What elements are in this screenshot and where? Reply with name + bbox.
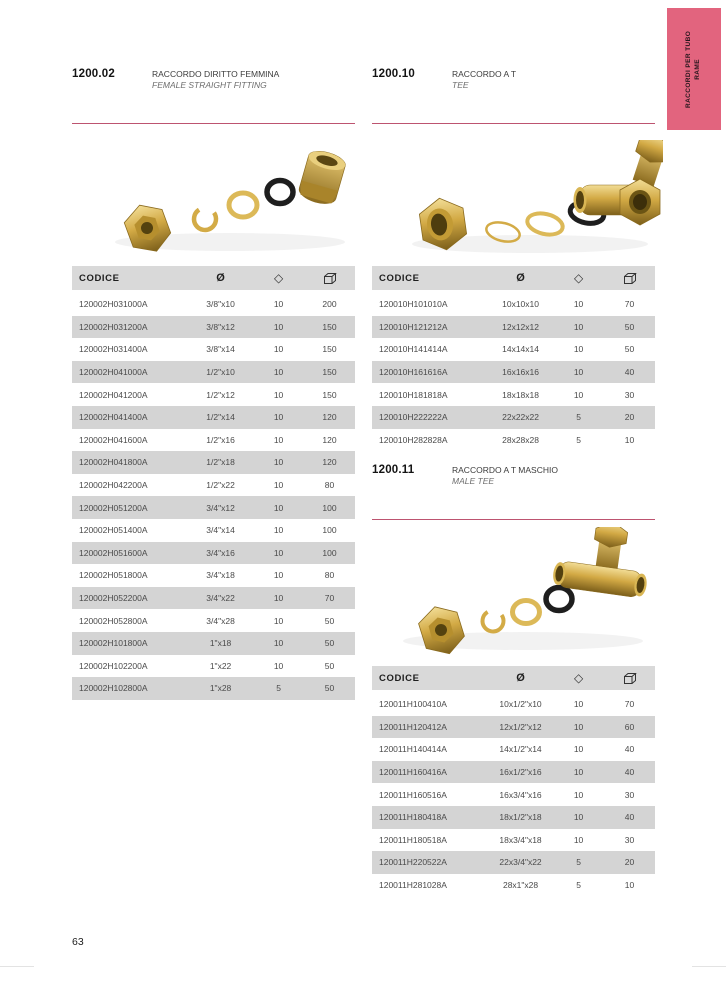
table-row (72, 429, 355, 452)
cell-box: 50 (324, 660, 335, 671)
table-row (372, 874, 655, 897)
page-edge-right (692, 966, 726, 967)
cell-codice: 120011H120412A (379, 721, 447, 732)
table-1200-10 (372, 266, 655, 451)
table-header-row (372, 666, 655, 693)
table-body (372, 293, 655, 451)
section-rule (372, 123, 655, 124)
cell-box: 20 (624, 412, 635, 423)
cell-size: 3/8"x10 (206, 299, 235, 310)
cell-multiple: 10 (273, 615, 284, 626)
cell-multiple: 10 (573, 299, 584, 310)
cell-codice: 120002H041800A (79, 457, 148, 468)
cell-size: 14x14x14 (502, 344, 539, 355)
cell-box: 50 (324, 615, 335, 626)
o-ring (546, 588, 572, 611)
table-row (372, 829, 655, 852)
table-row (372, 738, 655, 761)
side-tab-raccordi-per-tubo-rame (667, 8, 721, 130)
cell-size: 3/4"x22 (206, 593, 235, 604)
column-header-codice: CODICE (379, 272, 420, 284)
cell-multiple: 10 (273, 412, 284, 423)
cell-box: 30 (624, 389, 635, 400)
section-title-it: RACCORDO A T MASCHIO (452, 465, 558, 475)
cell-codice: 120002H051400A (79, 525, 148, 536)
cell-multiple: 10 (573, 699, 584, 710)
column-header-diameter: Ø (516, 272, 525, 284)
cell-codice: 120002H102200A (79, 660, 148, 671)
cell-size: 1/2"x16 (206, 434, 235, 445)
cell-box: 40 (624, 367, 635, 378)
cell-size: 10x1/2"x10 (499, 699, 542, 710)
cell-box: 150 (322, 389, 337, 400)
section-code: 1200.10 (372, 68, 415, 80)
cell-box: 50 (324, 683, 335, 694)
box-cube-icon (304, 272, 355, 285)
cell-codice: 120002H101800A (79, 638, 148, 649)
cell-codice: 120010H282828A (379, 434, 448, 445)
cell-box: 10 (624, 434, 635, 445)
cell-size: 28x28x28 (502, 434, 539, 445)
cell-multiple: 10 (273, 547, 284, 558)
split-ring (478, 606, 507, 635)
cell-size: 16x3/4"x16 (499, 789, 542, 800)
cell-box: 40 (624, 767, 635, 778)
cell-multiple: 10 (273, 525, 284, 536)
cell-multiple: 10 (573, 344, 584, 355)
pack-diamond-icon: ◇ (573, 671, 584, 685)
cell-box: 70 (624, 699, 635, 710)
cell-multiple: 10 (573, 834, 584, 845)
table-row (72, 542, 355, 565)
tee-body (552, 527, 655, 599)
table-row (372, 761, 655, 784)
table-row (72, 519, 355, 542)
cell-codice: 120002H031400A (79, 344, 148, 355)
cell-box: 150 (322, 367, 337, 378)
cell-box: 80 (324, 480, 335, 491)
cell-size: 3/4"x14 (206, 525, 235, 536)
cell-box: 150 (322, 344, 337, 355)
cell-size: 1"x22 (209, 660, 232, 671)
cell-box: 150 (322, 321, 337, 332)
cell-size: 16x1/2"x16 (499, 767, 542, 778)
table-row (372, 293, 655, 316)
cell-size: 1"x18 (209, 638, 232, 649)
cell-multiple: 10 (573, 789, 584, 800)
pack-diamond-icon: ◇ (273, 271, 284, 285)
cell-multiple: 5 (576, 434, 581, 445)
cell-size: 3/4"x18 (206, 570, 235, 581)
section-title-en: TEE (452, 80, 469, 91)
table-row (72, 338, 355, 361)
o-ring (267, 181, 293, 204)
cell-size: 1/2"x12 (206, 389, 235, 400)
cell-multiple: 10 (273, 660, 284, 671)
cell-size: 28x1"x28 (502, 880, 539, 891)
cell-multiple: 10 (573, 321, 584, 332)
cell-codice: 120011H160416A (379, 767, 447, 778)
table-row (372, 806, 655, 829)
table-row (72, 587, 355, 610)
cell-box: 30 (624, 789, 635, 800)
table-row (372, 851, 655, 874)
side-tab-label-line1: RACCORDI PER TUBO (685, 30, 693, 108)
cell-codice: 120010H121212A (379, 321, 448, 332)
table-body (72, 293, 355, 700)
table-row (72, 564, 355, 587)
table-row (72, 632, 355, 655)
page-number: 63 (72, 936, 84, 948)
cell-codice: 120002H051200A (79, 502, 148, 513)
table-row (372, 316, 655, 339)
cell-codice: 120011H220522A (379, 857, 447, 868)
split-ring (190, 204, 221, 235)
cell-size: 1"x28 (209, 683, 232, 694)
cell-codice: 120011H140414A (379, 744, 447, 755)
side-tab-label-line2: RAME (695, 58, 702, 80)
cell-multiple: 10 (273, 638, 284, 649)
section-rule (372, 519, 655, 520)
section-header-1200-11 (372, 464, 655, 520)
cell-multiple: 10 (273, 367, 284, 378)
table-row (372, 406, 655, 429)
cell-size: 16x16x16 (502, 367, 539, 378)
cell-size: 12x12x12 (502, 321, 539, 332)
table-row (372, 361, 655, 384)
section-rule (72, 123, 355, 124)
table-header-row (72, 266, 355, 293)
pack-diamond-icon: ◇ (573, 271, 584, 285)
table-row (72, 655, 355, 678)
cell-codice: 120002H031200A (79, 321, 148, 332)
cell-box: 100 (322, 525, 337, 536)
cell-codice: 120002H051800A (79, 570, 148, 581)
cell-multiple: 10 (273, 502, 284, 513)
cell-size: 18x1/2"x18 (499, 812, 542, 823)
cell-box: 50 (324, 638, 335, 649)
cell-box: 120 (322, 412, 337, 423)
cell-box: 120 (322, 457, 337, 468)
cell-multiple: 10 (573, 721, 584, 732)
section-code: 1200.11 (372, 464, 415, 476)
cell-codice: 120002H041600A (79, 434, 148, 445)
cell-codice: 120002H051600A (79, 547, 148, 558)
cell-size: 14x1/2"x14 (499, 744, 542, 755)
section-title-it: RACCORDO DIRITTO FEMMINA (152, 69, 280, 79)
cell-codice: 120002H052800A (79, 615, 148, 626)
column-header-diameter: Ø (216, 272, 225, 284)
product-photo-tee (395, 140, 663, 262)
cell-multiple: 10 (573, 389, 584, 400)
cell-size: 22x3/4"x22 (499, 857, 542, 868)
cell-multiple: 10 (573, 744, 584, 755)
cell-box: 70 (324, 593, 335, 604)
cell-multiple: 10 (273, 389, 284, 400)
page-edge-left (0, 966, 34, 967)
table-1200-11 (372, 666, 655, 896)
cell-codice: 120010H141414A (379, 344, 448, 355)
table-row (72, 383, 355, 406)
cell-box: 20 (624, 857, 635, 868)
cell-multiple: 10 (273, 480, 284, 491)
box-cube-icon (604, 672, 655, 685)
cell-codice: 120002H041400A (79, 412, 148, 423)
cell-multiple: 10 (573, 767, 584, 778)
cell-codice: 120002H102800A (79, 683, 148, 694)
table-row (72, 361, 355, 384)
box-cube-icon (604, 272, 655, 285)
column-header-codice: CODICE (379, 672, 420, 684)
cell-box: 120 (322, 434, 337, 445)
section-title-en: FEMALE STRAIGHT FITTING (152, 80, 267, 91)
cell-multiple: 10 (573, 812, 584, 823)
table-row (72, 451, 355, 474)
cell-size: 10x10x10 (502, 299, 539, 310)
cell-multiple: 10 (273, 321, 284, 332)
cell-size: 18x3/4"x18 (499, 834, 542, 845)
column-header-diameter: Ø (516, 672, 525, 684)
tee-body (574, 140, 664, 225)
column-header-codice: CODICE (79, 272, 120, 284)
table-row (372, 783, 655, 806)
cell-multiple: 10 (273, 570, 284, 581)
cell-box: 80 (324, 570, 335, 581)
table-row (72, 406, 355, 429)
cell-codice: 120002H041000A (79, 367, 148, 378)
cell-multiple: 5 (576, 412, 581, 423)
cell-multiple: 10 (273, 593, 284, 604)
table-row (72, 609, 355, 632)
cell-multiple: 10 (273, 434, 284, 445)
table-row (372, 716, 655, 739)
cell-multiple: 10 (573, 367, 584, 378)
table-1200-02 (72, 266, 355, 700)
cell-box: 50 (624, 321, 635, 332)
cell-size: 1/2"x22 (206, 480, 235, 491)
cell-box: 70 (624, 299, 635, 310)
table-row (372, 383, 655, 406)
cell-size: 1/2"x18 (206, 457, 235, 468)
cell-box: 60 (624, 721, 635, 732)
table-body (372, 693, 655, 896)
table-row (72, 293, 355, 316)
cell-codice: 120011H281028A (379, 880, 447, 891)
cell-codice: 120011H100410A (379, 699, 447, 710)
cell-codice: 120010H161616A (379, 367, 448, 378)
cell-box: 100 (322, 547, 337, 558)
cell-multiple: 10 (273, 299, 284, 310)
cell-codice: 120011H160516A (379, 789, 447, 800)
section-header-1200-02 (72, 68, 355, 124)
cell-box: 10 (624, 880, 635, 891)
cell-box: 100 (322, 502, 337, 513)
brass-washer (229, 193, 257, 217)
cell-multiple: 10 (273, 457, 284, 468)
fitting-body (297, 148, 348, 207)
section-title-it: RACCORDO A T (452, 69, 517, 79)
section-code: 1200.02 (72, 68, 115, 80)
cell-size: 12x1/2"x12 (499, 721, 542, 732)
cell-multiple: 5 (576, 880, 581, 891)
table-row (72, 474, 355, 497)
cell-codice: 120010H101010A (379, 299, 448, 310)
table-row (372, 693, 655, 716)
cell-size: 3/8"x14 (206, 344, 235, 355)
cell-multiple: 5 (576, 857, 581, 868)
table-row (72, 496, 355, 519)
section-header-1200-10 (372, 68, 655, 124)
cell-box: 40 (624, 812, 635, 823)
cell-size: 1/2"x10 (206, 367, 235, 378)
cell-codice: 120002H031000A (79, 299, 148, 310)
cell-box: 30 (624, 834, 635, 845)
cell-size: 3/8"x12 (206, 321, 235, 332)
cell-box: 200 (322, 299, 337, 310)
cell-codice: 120011H180418A (379, 812, 447, 823)
cell-codice: 120011H180518A (379, 834, 447, 845)
table-row (372, 429, 655, 452)
cell-box: 40 (624, 744, 635, 755)
cell-size: 3/4"x28 (206, 615, 235, 626)
brass-washer (525, 210, 565, 238)
product-photo-straight-fitting (95, 140, 360, 262)
cell-codice: 120002H052200A (79, 593, 148, 604)
cell-box: 50 (624, 344, 635, 355)
table-row (72, 677, 355, 700)
cell-size: 3/4"x12 (206, 502, 235, 513)
cell-codice: 120002H041200A (79, 389, 148, 400)
cell-size: 3/4"x16 (206, 547, 235, 558)
cell-size: 1/2"x14 (206, 412, 235, 423)
table-header-row (372, 266, 655, 293)
table-row (372, 338, 655, 361)
brass-nut (415, 601, 467, 659)
cell-multiple: 10 (273, 344, 284, 355)
table-row (72, 316, 355, 339)
cell-size: 22x22x22 (502, 412, 539, 423)
cell-codice: 120010H181818A (379, 389, 448, 400)
cell-codice: 120002H042200A (79, 480, 148, 491)
product-photo-male-tee (383, 527, 663, 659)
cell-multiple: 5 (276, 683, 281, 694)
cell-size: 18x18x18 (502, 389, 539, 400)
brass-washer (513, 601, 540, 624)
section-title-en: MALE TEE (452, 476, 495, 487)
cell-codice: 120010H222222A (379, 412, 448, 423)
